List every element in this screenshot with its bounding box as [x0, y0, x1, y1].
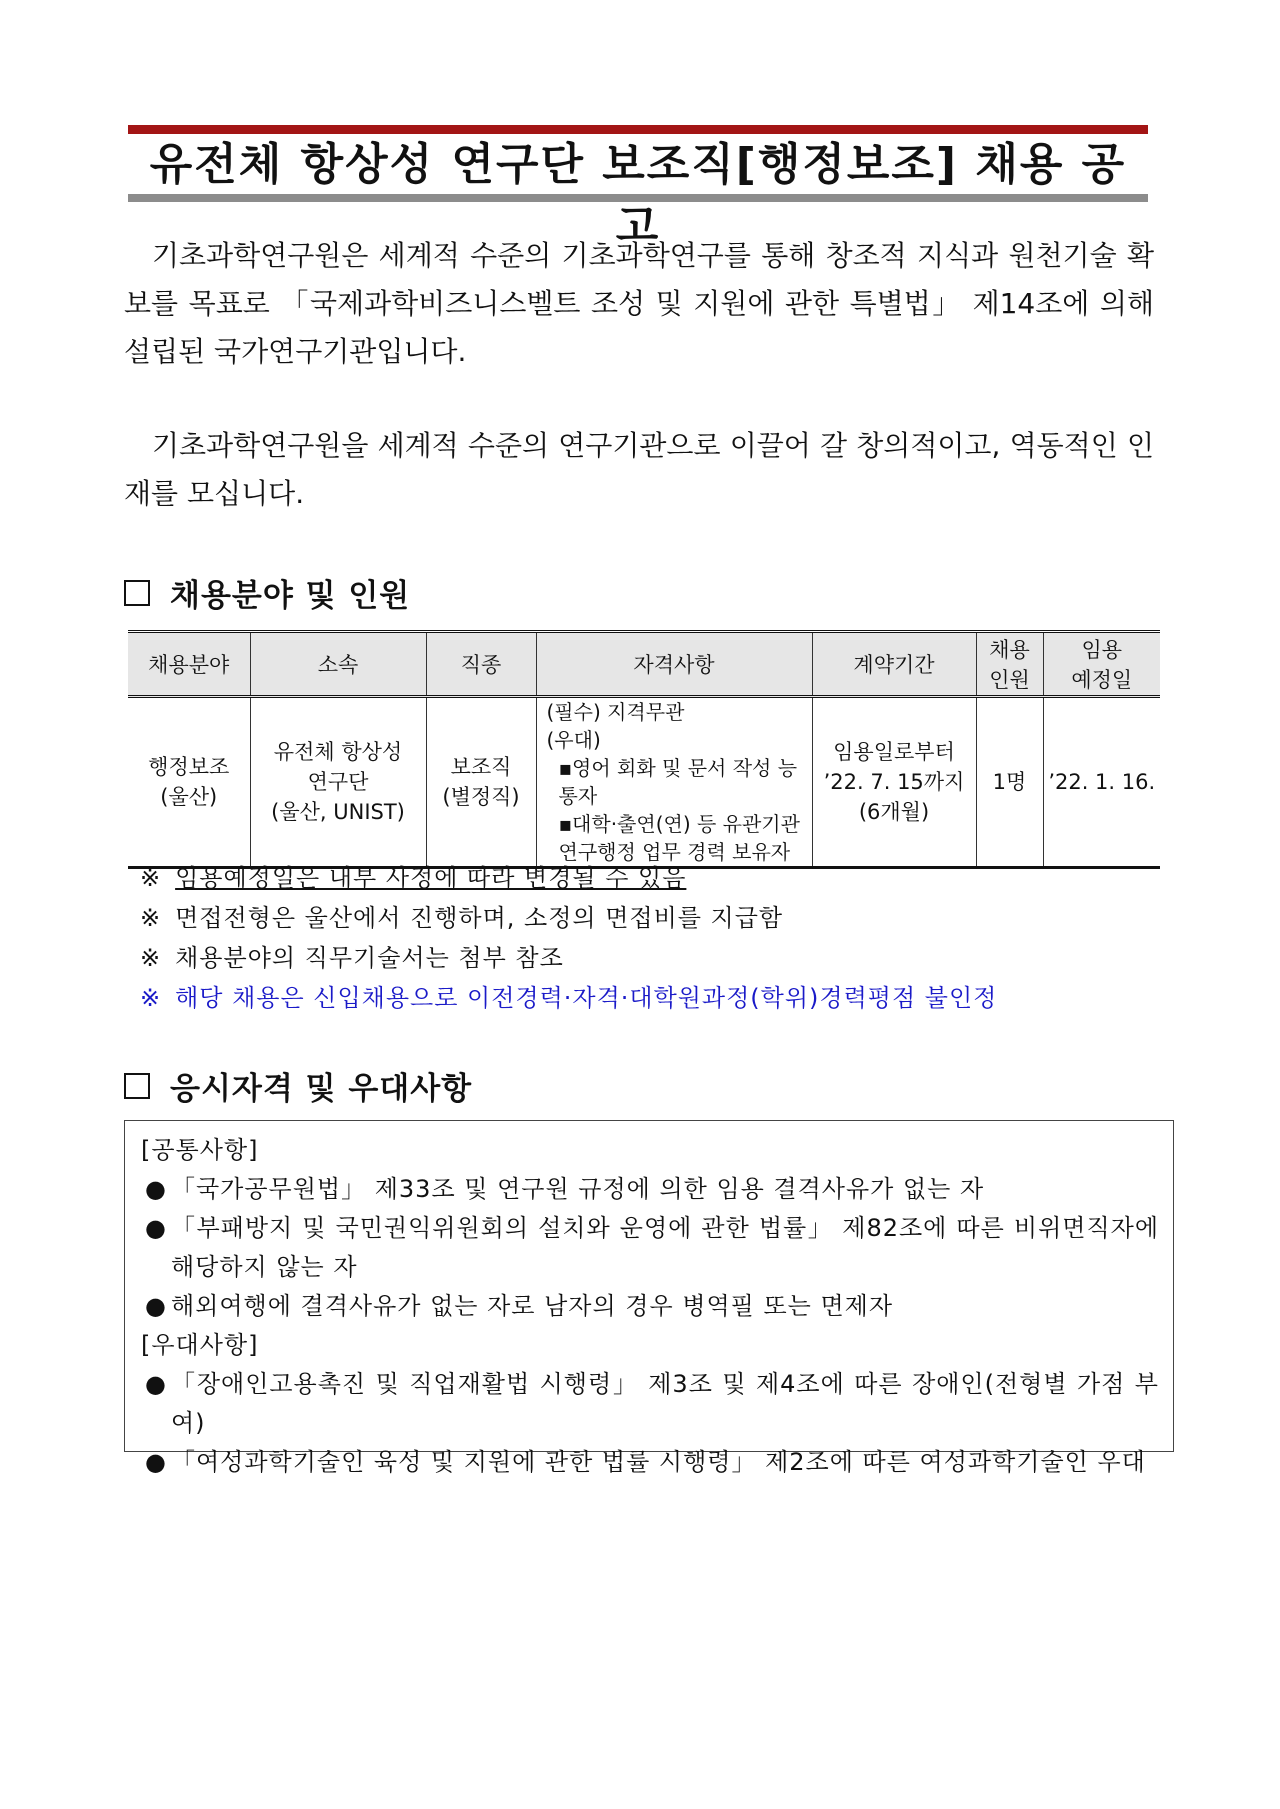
- section-heading-recruitment: [124, 570, 410, 615]
- list-item: [141, 1365, 1159, 1443]
- header-headcount-line1: 채용: [989, 638, 1030, 662]
- header-qualification: 자격사항: [536, 632, 812, 697]
- header-contract: 계약기간: [812, 632, 976, 697]
- cell-contract: [812, 697, 976, 868]
- header-date-line1: 임용: [1081, 638, 1123, 662]
- preferred-item-text: 「장애인고용촉진 및 직업재활법 시행령」 제3조 및 제4조에 따른 장애인(전형별 가점 부여): [171, 1370, 1159, 1437]
- list-item: [141, 1287, 1159, 1326]
- page-title: 유전체 항상성 연구단 보조직[행정보조] 채용 공고: [149, 139, 1127, 252]
- common-heading: [공통사항]: [141, 1136, 259, 1164]
- contract-line2: ’22. 7. 15까지: [823, 770, 965, 794]
- qualifications-box: [124, 1120, 1174, 1476]
- affiliation-line1: 유전체 항상성: [273, 740, 403, 764]
- list-item: [141, 1209, 1159, 1287]
- job-type-line1: 보조직: [450, 755, 512, 779]
- qual-pref-1: ▪영어 회화 및 문서 작성 능통자: [558, 756, 798, 808]
- affiliation-line3: (울산, UNIST): [271, 800, 405, 824]
- notes-list: [140, 858, 997, 1018]
- note-text-3: 채용분야의 직무기술서는 첨부 참조: [175, 944, 564, 972]
- common-item-text: 「국가공무원법」 제33조 및 연구원 규정에 의한 임용 결격사유가 없는 자: [171, 1175, 985, 1203]
- intro-text-1: 기초과학연구원은 세계적 수준의 기초과학연구를 통해 창조적 지식과 원천기술 확보를 목표로 「국제과학비즈니스벨트 조성 및 지원에 관한 특별법」 제14조에 의해 설립된 국가연구기관입니다.: [124, 239, 1154, 368]
- table-header-row: [128, 632, 1160, 697]
- intro-text-2: 기초과학연구원을 세계적 수준의 연구기관으로 이끌어 갈 창의적이고, 역동적인 인재를 모십니다.: [124, 429, 1154, 510]
- common-item-text: 해외여행에 결격사유가 없는 자로 남자의 경우 병역필 또는 면제자: [171, 1292, 893, 1320]
- preferred-item-text: 「여성과학기술인 육성 및 지원에 관한 법률 시행령」 제2조에 따른 여성과학기술인 우대: [171, 1448, 1146, 1476]
- contract-line3: (6개월): [858, 800, 930, 824]
- list-item: [141, 1170, 1159, 1209]
- qual-required: (필수) 지격무관: [546, 700, 685, 724]
- contract-line1: 임용일로부터: [833, 740, 955, 764]
- note-text-4: 해당 채용은 신입채용으로 이전경력·자격·대학원과정(학위)경력평점 불인정: [175, 984, 998, 1012]
- field-line1: 행정보조: [148, 755, 230, 779]
- square-bullet-icon: [124, 580, 150, 606]
- bullet-icon: ●: [145, 1292, 167, 1320]
- title-top-rule: [128, 125, 1148, 134]
- cell-field: [128, 697, 250, 868]
- cell-date: ’22. 1. 16.: [1043, 697, 1160, 868]
- bullet-icon: ●: [145, 1214, 167, 1242]
- cell-affiliation: [250, 697, 426, 868]
- intro-paragraph-2: [124, 422, 1154, 518]
- header-date: [1043, 632, 1160, 697]
- qual-pref-2a: ▪대학·출연(연) 등 유관기관: [558, 812, 800, 836]
- bullet-icon: ●: [145, 1448, 167, 1476]
- header-affiliation: 소속: [250, 632, 426, 697]
- cell-headcount: 1명: [976, 697, 1043, 868]
- reference-mark-icon: ※: [140, 904, 162, 932]
- header-job-type: 직종: [426, 632, 536, 697]
- note-item: [140, 858, 997, 898]
- table-row: [128, 697, 1160, 868]
- field-line2: (울산): [160, 785, 218, 809]
- note-item: [140, 898, 997, 938]
- cell-job-type: [426, 697, 536, 868]
- square-bullet-icon: [124, 1073, 150, 1099]
- intro-paragraph-1: [124, 232, 1154, 376]
- note-item: [140, 938, 997, 978]
- common-item-text: 「부패방지 및 국민권익위원회의 설치와 운영에 관한 법률」 제82조에 따른 비위면직자에 해당하지 않는 자: [171, 1214, 1159, 1281]
- list-item: [141, 1443, 1159, 1482]
- header-date-line2: 예정일: [1071, 668, 1133, 692]
- qual-pref-2b: 연구행정 업무 경력 보유자: [558, 840, 791, 864]
- note-text-2: 면접전형은 울산에서 진행하며, 소정의 면접비를 지급함: [175, 904, 784, 932]
- section-title: 채용분야 및 인원: [170, 578, 411, 614]
- reference-mark-icon: ※: [140, 864, 162, 892]
- affiliation-line2: 연구단: [307, 770, 369, 794]
- cell-qualification: [536, 697, 812, 868]
- qual-preferred: (우대): [546, 728, 601, 752]
- job-type-line2: (별정직): [442, 785, 520, 809]
- note-item: [140, 978, 997, 1018]
- header-field: 채용분야: [128, 632, 250, 697]
- bullet-icon: ●: [145, 1175, 167, 1203]
- reference-mark-icon: ※: [140, 984, 162, 1012]
- bullet-icon: ●: [145, 1370, 167, 1398]
- reference-mark-icon: ※: [140, 944, 162, 972]
- section-heading-qualifications: [124, 1063, 472, 1108]
- title-block: [128, 125, 1148, 252]
- section-title: 응시자격 및 우대사항: [170, 1071, 473, 1107]
- header-headcount-line2: 인원: [989, 668, 1030, 692]
- preferred-heading: [우대사항]: [141, 1331, 259, 1359]
- note-text-1: 임용예정일은 내부 사정에 따라 변경될 수 있음: [175, 864, 687, 892]
- header-headcount: [976, 632, 1043, 697]
- recruitment-table: [128, 630, 1160, 869]
